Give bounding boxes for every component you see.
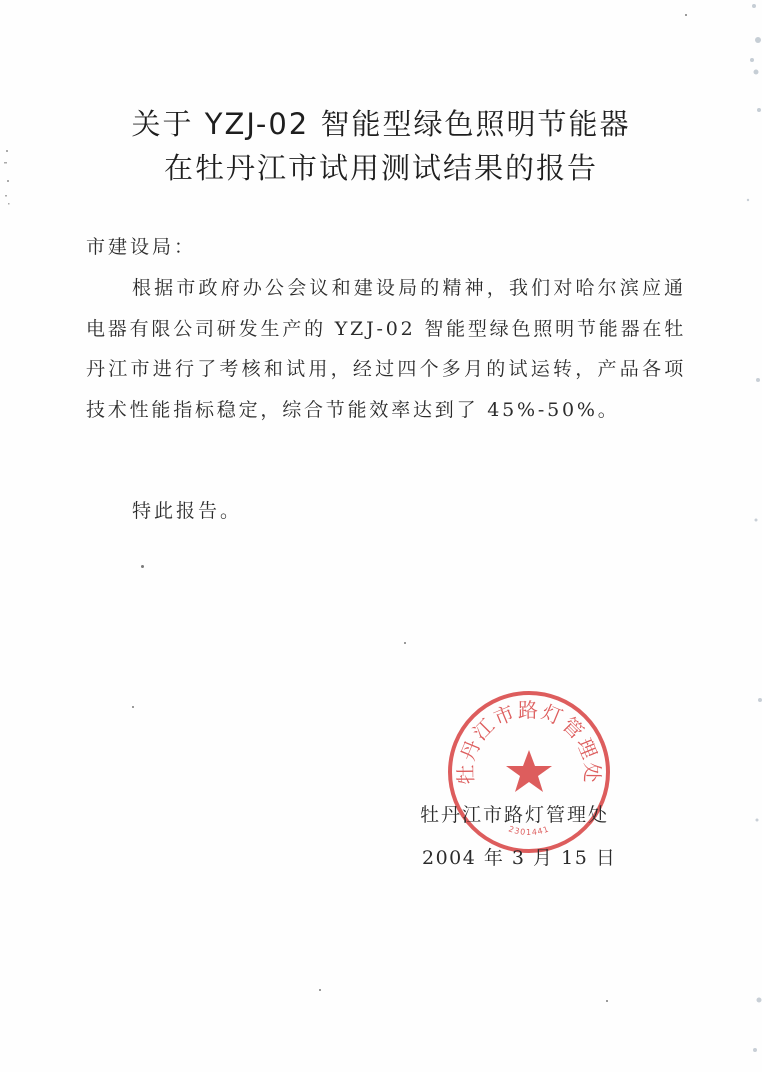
title-line-1: 关于 YZJ-02 智能型绿色照明节能器 [131,107,631,141]
scan-speck [141,565,144,568]
title-line-2: 在牡丹江市试用测试结果的报告 [163,151,598,185]
official-seal-stamp [445,688,613,856]
signer-organization: 牡丹江市路灯管理处 [420,804,610,826]
signature-date: 2004 年 3 月 15 日 [422,847,617,869]
star-icon [506,750,552,792]
seal-code-text: 2301441 [507,824,551,837]
scan-speck [319,989,321,991]
seal-ring-text: 牡丹江市路灯管理处 [453,698,605,785]
body-paragraph: 根据市政府办公会议和建设局的精神，我们对哈尔滨应通电器有限公司研发生产的 YZJ-02 智能型绿色照明节能器在牡丹江市进行了考核和试用，经过四个多月的试运转，产品各项技术性能指标稳定，综合节能效率达到了 45%-50%。 [86,277,686,421]
scan-margin-marks [0,140,18,230]
salutation: 市建设局： [86,236,197,258]
scan-speck [404,642,406,644]
scan-speck [132,706,134,708]
closing-remark: 特此报告。 [132,500,243,522]
scan-edge-artifact [736,0,762,1072]
scan-speck [606,1000,608,1002]
scan-speck [685,14,687,16]
